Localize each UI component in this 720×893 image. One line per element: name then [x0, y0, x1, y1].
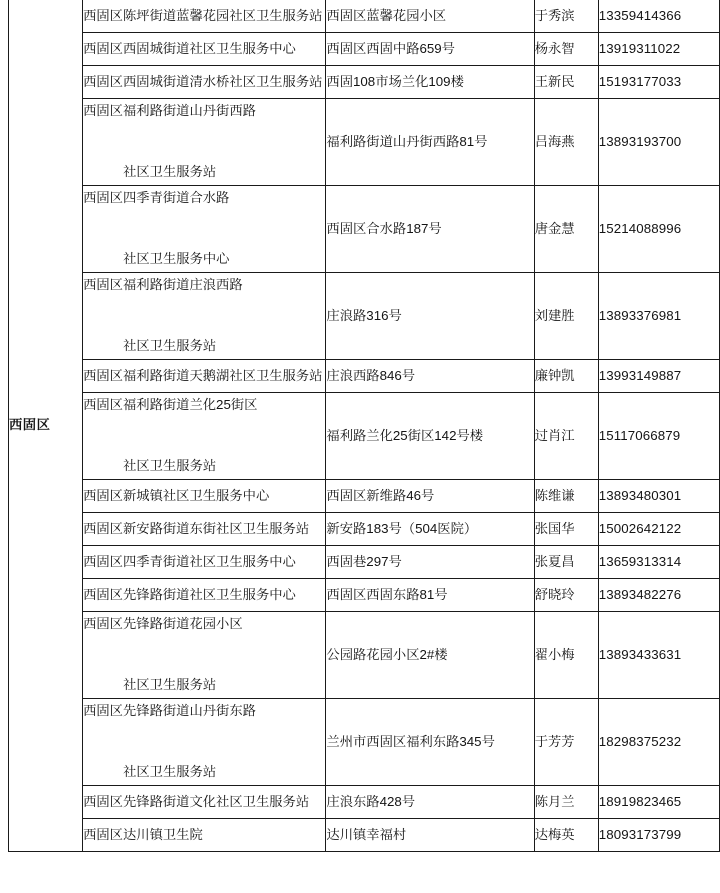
phone-number: 13893482276	[598, 586, 682, 602]
contact-person-name: 王新民	[534, 73, 575, 89]
contact-person-cell	[534, 819, 598, 852]
phone-cell	[598, 612, 719, 699]
contact-person-name: 廉钟凯	[534, 367, 575, 383]
address-text: 西固区新维路46号	[326, 487, 435, 503]
phone-cell	[598, 66, 719, 99]
phone-cell	[598, 393, 719, 480]
table-row	[9, 0, 720, 33]
phone-number: 13659313314	[598, 553, 682, 569]
table-row	[9, 99, 720, 186]
institution-name-line1: 西固区福利路街道兰化25街区	[83, 397, 258, 412]
institution-name: 西固区先锋路街道文化社区卫生服务站	[83, 793, 310, 809]
phone-number: 18298375232	[598, 733, 682, 749]
phone-number: 15117066879	[598, 427, 681, 443]
institution-name-line2: 社区卫生服务中心	[123, 251, 230, 267]
table-row	[9, 186, 720, 273]
institution-cell	[83, 546, 326, 579]
phone-number: 15002642122	[598, 520, 682, 536]
phone-number: 18919823465	[598, 793, 682, 809]
address-text: 西固巷297号	[326, 553, 402, 569]
table-row	[9, 612, 720, 699]
address-text: 西固区西固中路659号	[326, 40, 455, 56]
address-text: 西固108市场兰化109楼	[326, 73, 464, 89]
contact-person-cell	[534, 0, 598, 33]
phone-number: 13993149887	[598, 367, 682, 383]
address-cell	[326, 360, 534, 393]
address-text: 庄浪路316号	[326, 307, 402, 323]
institution-name-line2: 社区卫生服务站	[123, 458, 217, 474]
contact-person-name: 唐金慧	[534, 220, 575, 236]
contact-person-name: 翟小梅	[534, 646, 575, 662]
address-text: 兰州市西固区福利东路345号	[326, 733, 495, 749]
institution-name-line2: 社区卫生服务站	[123, 338, 217, 354]
institution-name-line2: 社区卫生服务站	[123, 164, 217, 180]
institution-cell	[83, 0, 326, 33]
contact-person-cell	[534, 186, 598, 273]
address-cell	[326, 0, 534, 33]
phone-cell	[598, 33, 719, 66]
phone-number: 13893193700	[598, 133, 682, 149]
institution-cell	[83, 99, 326, 186]
institution-name-stack	[83, 703, 325, 781]
phone-cell	[598, 186, 719, 273]
phone-number: 15193177033	[598, 73, 682, 89]
institution-cell	[83, 186, 326, 273]
address-text: 公园路花园小区2#楼	[326, 646, 448, 662]
address-cell	[326, 699, 534, 786]
institution-cell	[83, 273, 326, 360]
institution-name-stack	[83, 277, 325, 355]
institution-name-stack	[83, 190, 325, 268]
contact-person-cell	[534, 360, 598, 393]
institution-name: 西固区达川镇卫生院	[83, 826, 203, 842]
institution-cell	[83, 393, 326, 480]
institution-cell	[83, 819, 326, 852]
contact-person-cell	[534, 66, 598, 99]
institution-name: 西固区新安路街道东街社区卫生服务站	[83, 520, 310, 536]
contact-person-cell	[534, 273, 598, 360]
institution-cell	[83, 786, 326, 819]
contact-person-cell	[534, 480, 598, 513]
contact-person-cell	[534, 99, 598, 186]
address-text: 西固区合水路187号	[326, 220, 442, 236]
phone-cell	[598, 0, 719, 33]
contact-person-name: 张国华	[534, 520, 575, 536]
phone-cell	[598, 546, 719, 579]
phone-number: 13893376981	[598, 307, 682, 323]
institution-name-line1: 西固区先锋路街道花园小区	[83, 616, 243, 631]
phone-cell	[598, 273, 719, 360]
institution-name-line1: 西固区福利路街道庄浪西路	[83, 277, 243, 292]
table-row	[9, 66, 720, 99]
address-text: 西固区蓝馨花园小区	[326, 7, 447, 23]
phone-cell	[598, 513, 719, 546]
institution-name-line1: 西固区福利路街道山丹街西路	[83, 103, 256, 118]
table-row	[9, 819, 720, 852]
table-row	[9, 546, 720, 579]
contact-person-name: 于芳芳	[534, 733, 575, 749]
phone-number: 15214088996	[598, 220, 682, 236]
contact-person-cell	[534, 513, 598, 546]
table-row	[9, 699, 720, 786]
address-cell	[326, 273, 534, 360]
address-text: 庄浪东路428号	[326, 793, 416, 809]
phone-number: 13893433631	[598, 646, 682, 662]
institution-cell	[83, 33, 326, 66]
address-text: 西固区西固东路81号	[326, 586, 448, 602]
contact-person-cell	[534, 33, 598, 66]
address-cell	[326, 66, 534, 99]
contact-person-name: 陈维谦	[534, 487, 575, 503]
contact-person-cell	[534, 612, 598, 699]
institution-name-line2: 社区卫生服务站	[123, 677, 217, 693]
contact-person-name: 达梅英	[534, 826, 575, 842]
institution-name-line1: 西固区四季青街道合水路	[83, 190, 230, 205]
district-label-cell	[9, 0, 83, 852]
contact-person-cell	[534, 579, 598, 612]
contact-person-name: 吕海燕	[534, 133, 575, 149]
address-text: 达川镇幸福村	[326, 826, 407, 842]
institution-name-stack	[83, 103, 325, 181]
contact-person-cell	[534, 786, 598, 819]
table-row	[9, 480, 720, 513]
phone-cell	[598, 786, 719, 819]
address-text: 新安路183号（504医院）	[326, 520, 478, 536]
phone-number: 13919311022	[598, 40, 681, 56]
phone-cell	[598, 579, 719, 612]
community-health-facilities-table	[8, 0, 720, 852]
contact-person-name: 陈月兰	[534, 793, 575, 809]
address-cell	[326, 513, 534, 546]
contact-person-name: 于秀滨	[534, 7, 575, 23]
address-cell	[326, 579, 534, 612]
contact-person-cell	[534, 699, 598, 786]
table-row	[9, 786, 720, 819]
table-row	[9, 513, 720, 546]
address-cell	[326, 393, 534, 480]
phone-cell	[598, 360, 719, 393]
institution-cell	[83, 699, 326, 786]
phone-number: 13359414366	[598, 7, 682, 23]
address-cell	[326, 480, 534, 513]
institution-cell	[83, 579, 326, 612]
institution-name-line2: 社区卫生服务站	[123, 764, 217, 780]
address-text: 庄浪西路846号	[326, 367, 416, 383]
address-cell	[326, 612, 534, 699]
contact-person-cell	[534, 393, 598, 480]
phone-cell	[598, 99, 719, 186]
institution-name: 西固区新城镇社区卫生服务中心	[83, 487, 270, 503]
phone-cell	[598, 819, 719, 852]
institution-cell	[83, 66, 326, 99]
institution-name: 西固区福利路街道天鹅湖社区卫生服务站	[83, 367, 323, 383]
address-cell	[326, 546, 534, 579]
phone-cell	[598, 480, 719, 513]
address-cell	[326, 33, 534, 66]
table-row	[9, 360, 720, 393]
phone-number: 18093173799	[598, 826, 682, 842]
institution-name: 西固区西固城街道社区卫生服务中心	[83, 40, 296, 56]
address-cell	[326, 819, 534, 852]
institution-cell	[83, 612, 326, 699]
phone-number: 13893480301	[598, 487, 682, 503]
table-row	[9, 579, 720, 612]
institution-name: 西固区四季青街道社区卫生服务中心	[83, 553, 296, 569]
address-cell	[326, 186, 534, 273]
table-row	[9, 393, 720, 480]
table-row	[9, 273, 720, 360]
address-cell	[326, 786, 534, 819]
contact-person-name: 过肖江	[534, 427, 575, 443]
contact-person-name: 刘建胜	[534, 307, 575, 323]
institution-name-line1: 西固区先锋路街道山丹街东路	[83, 703, 256, 718]
institution-name: 西固区先锋路街道社区卫生服务中心	[83, 586, 296, 602]
table-row	[9, 33, 720, 66]
address-cell	[326, 99, 534, 186]
institution-cell	[83, 480, 326, 513]
contact-person-cell	[534, 546, 598, 579]
table-body	[9, 0, 720, 852]
address-text: 福利路兰化25街区142号楼	[326, 427, 484, 443]
institution-name-stack	[83, 397, 325, 475]
institution-name: 西固区西固城街道清水桥社区卫生服务站	[83, 73, 323, 89]
institution-cell	[83, 360, 326, 393]
address-text: 福利路街道山丹街西路81号	[326, 133, 488, 149]
contact-person-name: 张夏昌	[534, 553, 575, 569]
district-label: 西固区	[9, 417, 51, 433]
phone-cell	[598, 699, 719, 786]
institution-name: 西固区陈坪街道蓝馨花园社区卫生服务站	[83, 7, 323, 23]
contact-person-name: 舒晓玲	[534, 586, 575, 602]
institution-cell	[83, 513, 326, 546]
contact-person-name: 杨永智	[534, 40, 575, 56]
institution-name-stack	[83, 616, 325, 694]
